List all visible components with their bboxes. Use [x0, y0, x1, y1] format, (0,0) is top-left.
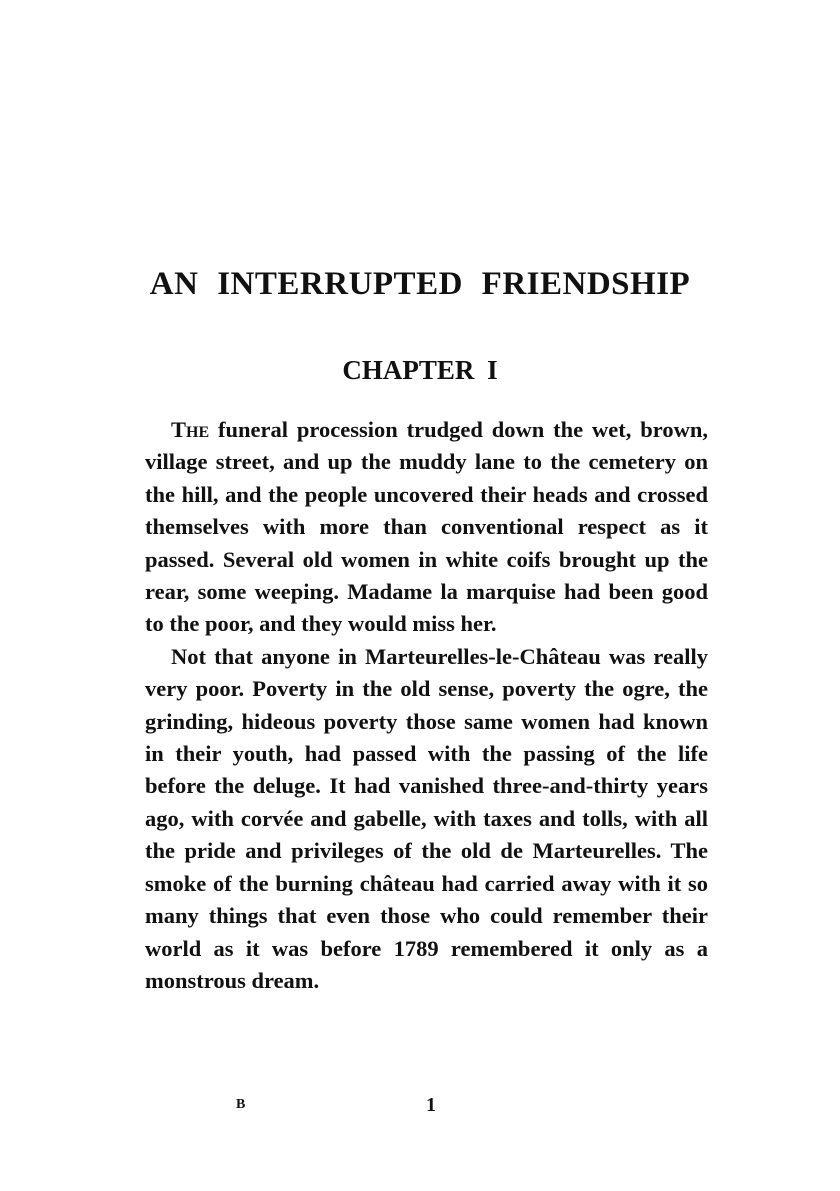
paragraph-2: Not that anyone in Marteurelles-le-Château was really very poor. Poverty in the old sense, poverty the ogre, the grinding, hideous poverty those same women had known in their youth, had passed with the passing of the life before the deluge. It had vanished three-and-thirty years ago, with corvée and gabelle, with taxes and tolls, with all the pride and privileges of the old de Marteurelles. The smoke of the burning château had carried away with it so many things that even those who could remember their world as it was before 1789 remembered it only as a monstrous dream.	[145, 643, 708, 993]
paragraph-1-text: funeral procession trudged down the wet, brown, village street, and up the muddy lane to the cemetery on the hill, and the people uncovered their heads and crossed themselves with more than conventional respect as it passed. Several old women in white coifs brought up the rear, some weeping. Madame la marquise had been good to the poor, and they would miss her.	[145, 417, 708, 637]
paragraph-1	[145, 414, 708, 641]
signature-mark: B	[236, 1097, 246, 1112]
chapter-heading: CHAPTER I	[342, 355, 498, 385]
paragraph-1-lead-word: The	[171, 417, 210, 442]
page-number: 1	[426, 1094, 436, 1116]
chapter-body	[145, 414, 708, 997]
book-title: AN INTERRUPTED FRIENDSHIP	[149, 266, 691, 302]
